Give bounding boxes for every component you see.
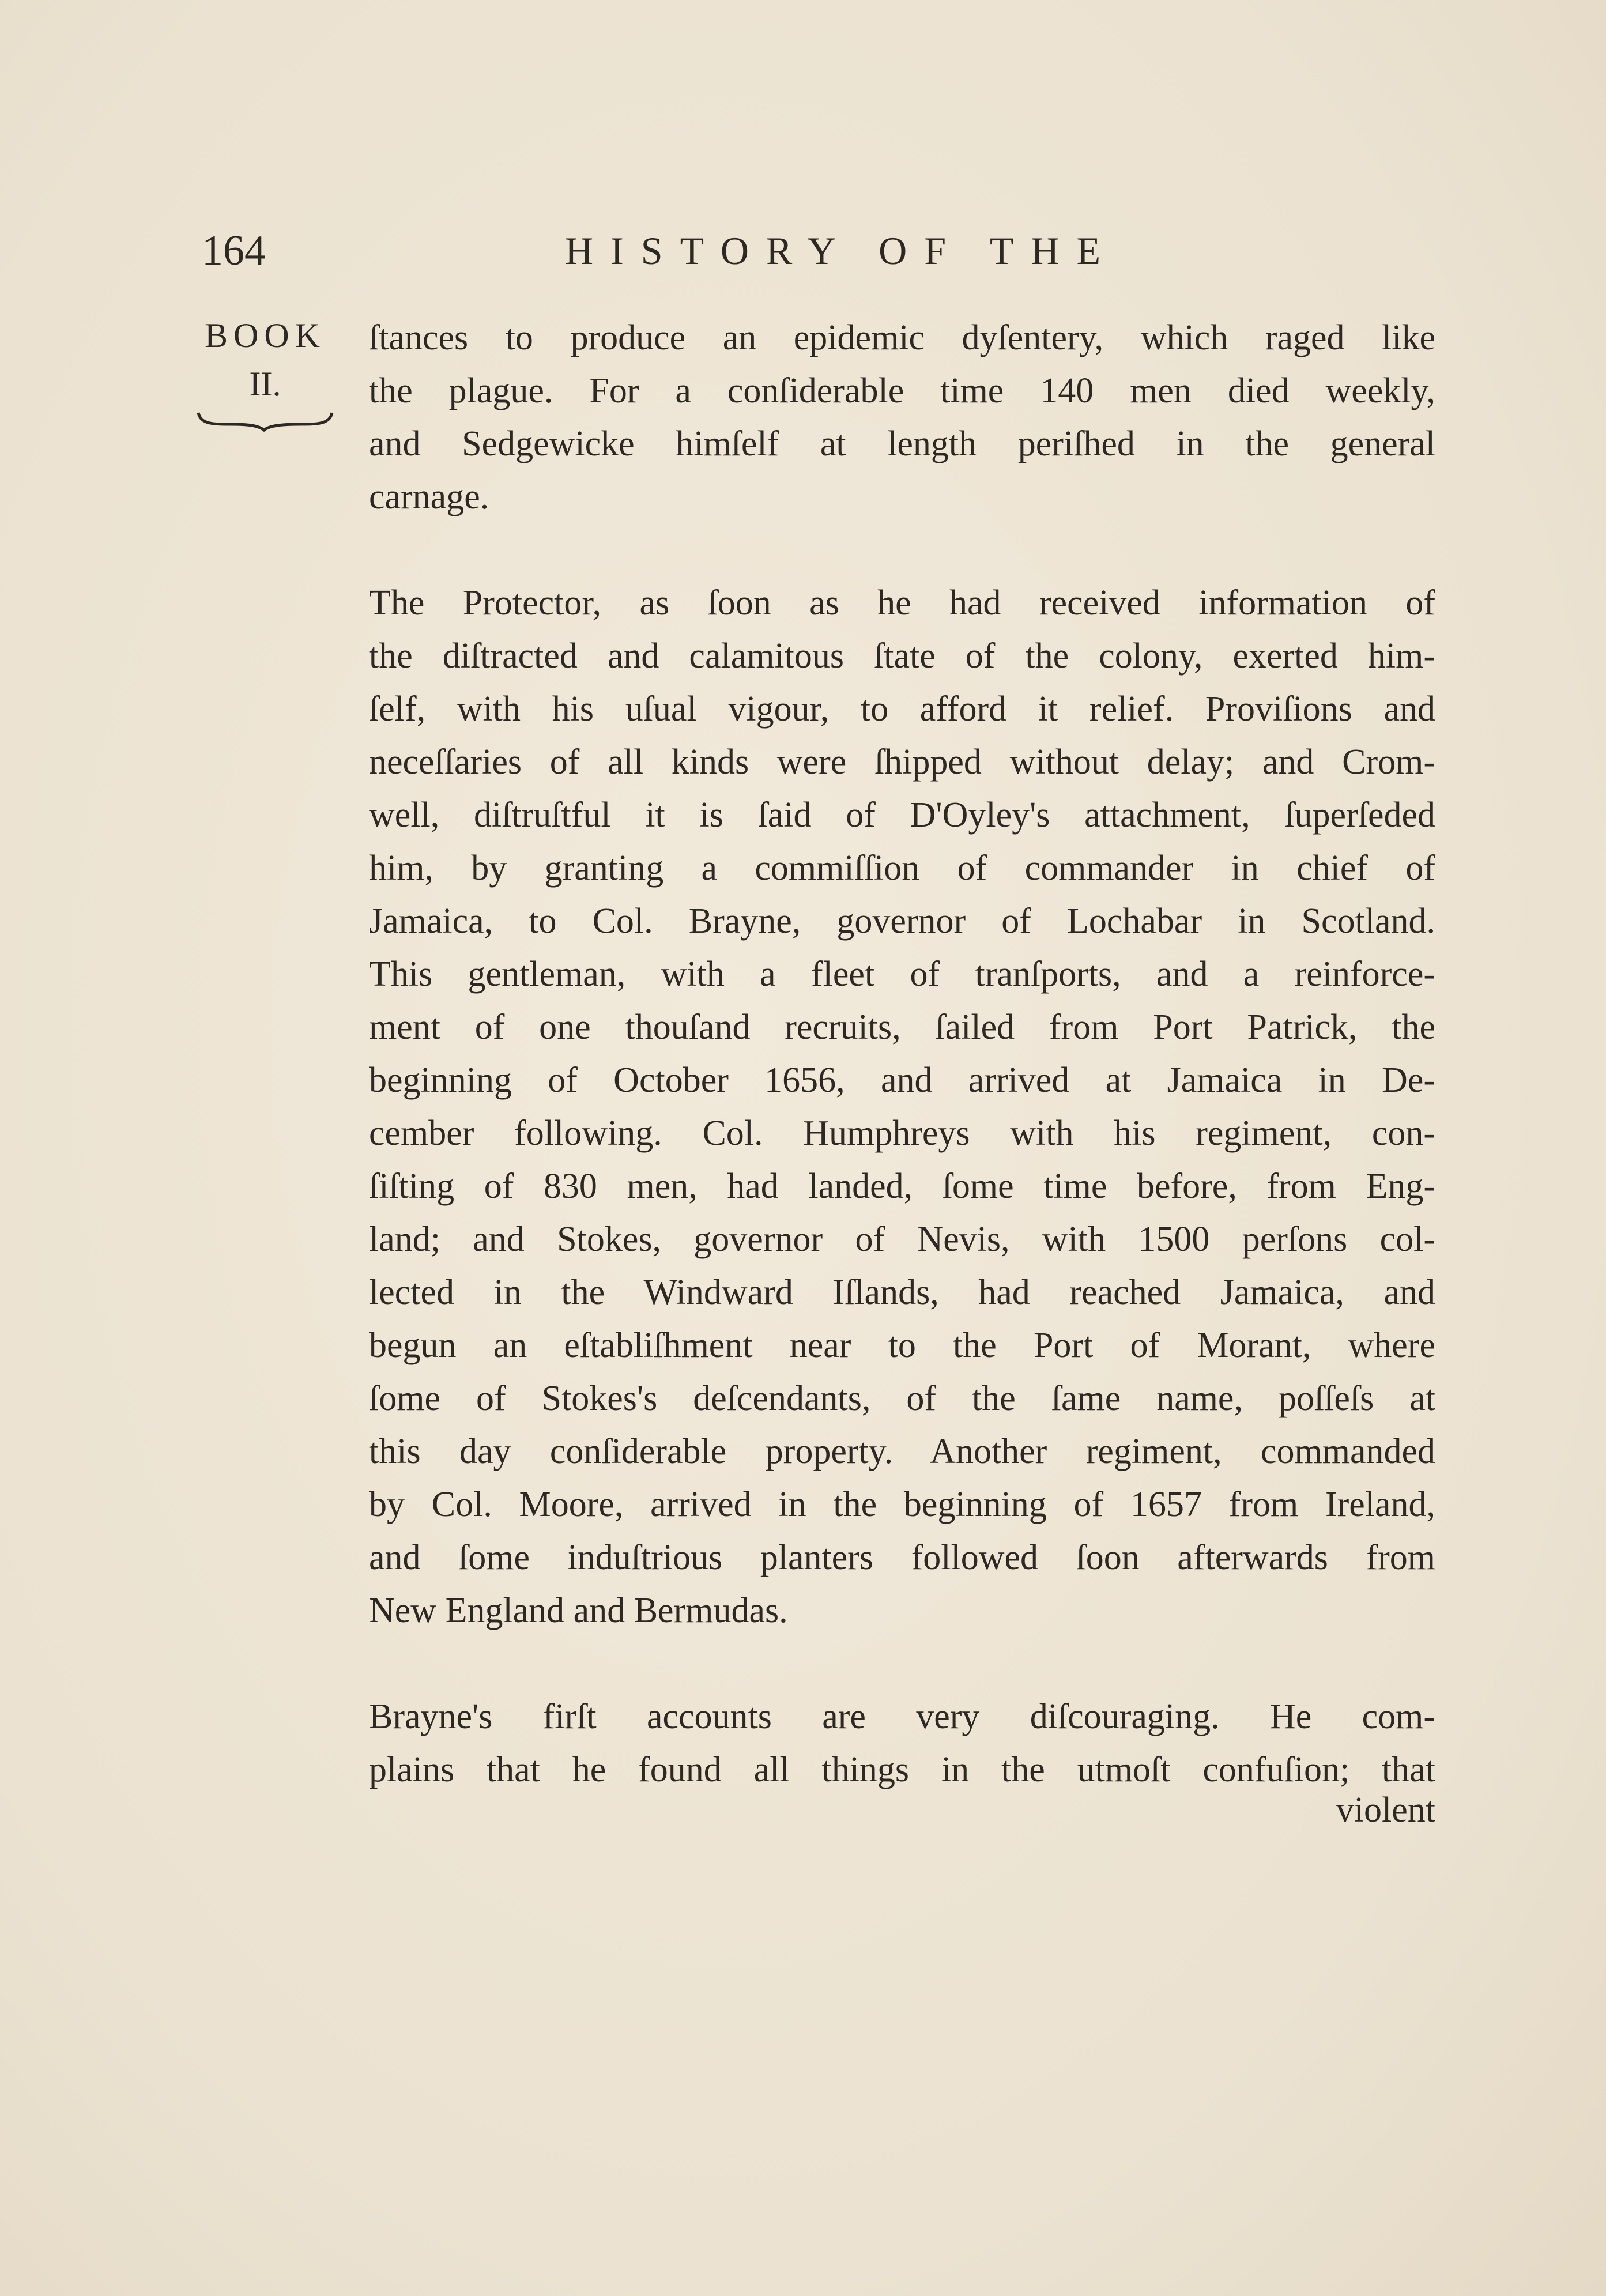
text-line: ſtances to produce an epidemic dyſentery, which raged like: [369, 318, 1435, 357]
text-line: well, diſtruſtful it is ſaid of D'Oyley's attachment, ſuperſeded: [369, 796, 1435, 835]
text-line: land; and Stokes, governor of Nevis, with 1500 perſons col-: [369, 1220, 1435, 1259]
paragraph-2: [369, 576, 1435, 1637]
text-line: ſome of Stokes's deſcendants, of the ſame name, poſſeſs at: [369, 1379, 1435, 1418]
text-line: carnage.: [369, 477, 489, 516]
text-line: him, by granting a commiſſion of commander in chief of: [369, 849, 1435, 888]
text-line: the plague. For a conſiderable time 140 men died weekly,: [369, 371, 1435, 410]
text-line: Jamaica, to Col. Brayne, governor of Lochabar in Scotland.: [369, 902, 1435, 941]
text-line: lected in the Windward Iſlands, had reached Jamaica, and: [369, 1273, 1435, 1312]
book-label: BOOK: [204, 316, 326, 355]
text-line: ſiſting of 830 men, had landed, ſome time before, from Eng-: [369, 1167, 1435, 1206]
brace-ornament-icon: [190, 409, 340, 432]
text-line: Brayne's firſt accounts are very diſcouraging. He com-: [369, 1697, 1435, 1736]
text-line: by Col. Moore, arrived in the beginning of 1657 from Ireland,: [369, 1485, 1435, 1524]
text-line: New England and Bermudas.: [369, 1591, 788, 1630]
running-title: HISTORY OF THE: [565, 229, 1118, 273]
text-line: This gentleman, with a fleet of tranſports, and a reinforce-: [369, 955, 1435, 994]
text-line: ſelf, with his uſual vigour, to afford it relief. Proviſions and: [369, 689, 1435, 729]
paragraph-3: [369, 1690, 1435, 1796]
text-line: and ſome induſtrious planters followed ſoon afterwards from: [369, 1538, 1435, 1577]
text-line: begun an eſtabliſhment near to the Port of Morant, where: [369, 1326, 1435, 1365]
running-head: [0, 219, 1606, 282]
catchword: violent: [1336, 1790, 1435, 1830]
text-line: cember following. Col. Humphreys with his regiment, con-: [369, 1114, 1435, 1153]
text-line: The Protector, as ſoon as he had received information of: [369, 583, 1435, 623]
paragraph-1: [369, 311, 1435, 523]
text-line: this day conſiderable property. Another regiment, commanded: [369, 1432, 1435, 1471]
text-line: ment of one thouſand recruits, ſailed from Port Patrick, the: [369, 1008, 1435, 1047]
text-line: neceſſaries of all kinds were ſhipped without delay; and Crom-: [369, 742, 1435, 782]
text-line: plains that he found all things in the utmoſt confuſion; that: [369, 1750, 1435, 1789]
text-line: the diſtracted and calamitous ſtate of the colony, exerted him-: [369, 636, 1435, 676]
body-text: [369, 311, 1435, 1796]
page-number: 164: [202, 227, 266, 274]
margin-book-note: [190, 311, 340, 432]
book-number: II.: [249, 365, 281, 403]
text-line: and Sedgewicke himſelf at length periſhed in the general: [369, 424, 1435, 463]
text-line: beginning of October 1656, and arrived at Jamaica in De-: [369, 1061, 1435, 1100]
